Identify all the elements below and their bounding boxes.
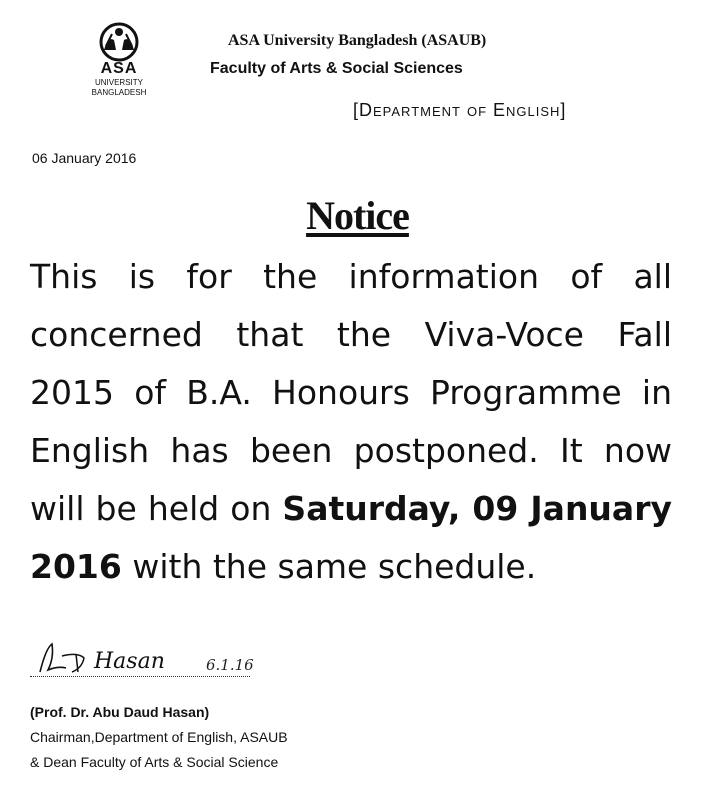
university-name: ASA University Bangladesh (ASAUB) — [228, 32, 487, 49]
signatory-name: (Prof. Dr. Abu Daud Hasan) — [30, 704, 210, 720]
signatory-title-line2: & Dean Faculty of Arts & Social Science — [30, 754, 279, 770]
signatory-block — [30, 700, 288, 775]
notice-body — [30, 248, 672, 596]
department-name: [Department of English] — [353, 100, 567, 120]
notice-body-text-end: with the same schedule. — [121, 547, 537, 586]
logo-subtitle-university: UNIVERSITY — [94, 78, 143, 87]
faculty-name: Faculty of Arts & Social Sciences — [210, 60, 463, 77]
logo-abbreviation: ASA — [100, 60, 138, 77]
notice-body-bold-date: Saturday, 09 January 2016 — [30, 489, 672, 586]
notice-date: 06 January 2016 — [32, 150, 137, 166]
notice-body-text: This is for the information of all concerned that the Viva-Voce Fall 2015 of B.A. Honours Programme in English has been postponed. It now will be held on — [30, 257, 672, 528]
signatory-title-line1: Chairman,Department of English, ASAUB — [30, 729, 288, 745]
signature-name-text: Hasan — [94, 649, 165, 674]
hands-emblem-icon — [94, 22, 144, 62]
university-logo — [82, 22, 156, 102]
notice-title: Notice — [306, 193, 409, 238]
signature-line — [30, 676, 250, 677]
logo-subtitle-country: BANGLADESH — [91, 88, 147, 97]
signature-date: 6.1.16 — [206, 656, 254, 674]
